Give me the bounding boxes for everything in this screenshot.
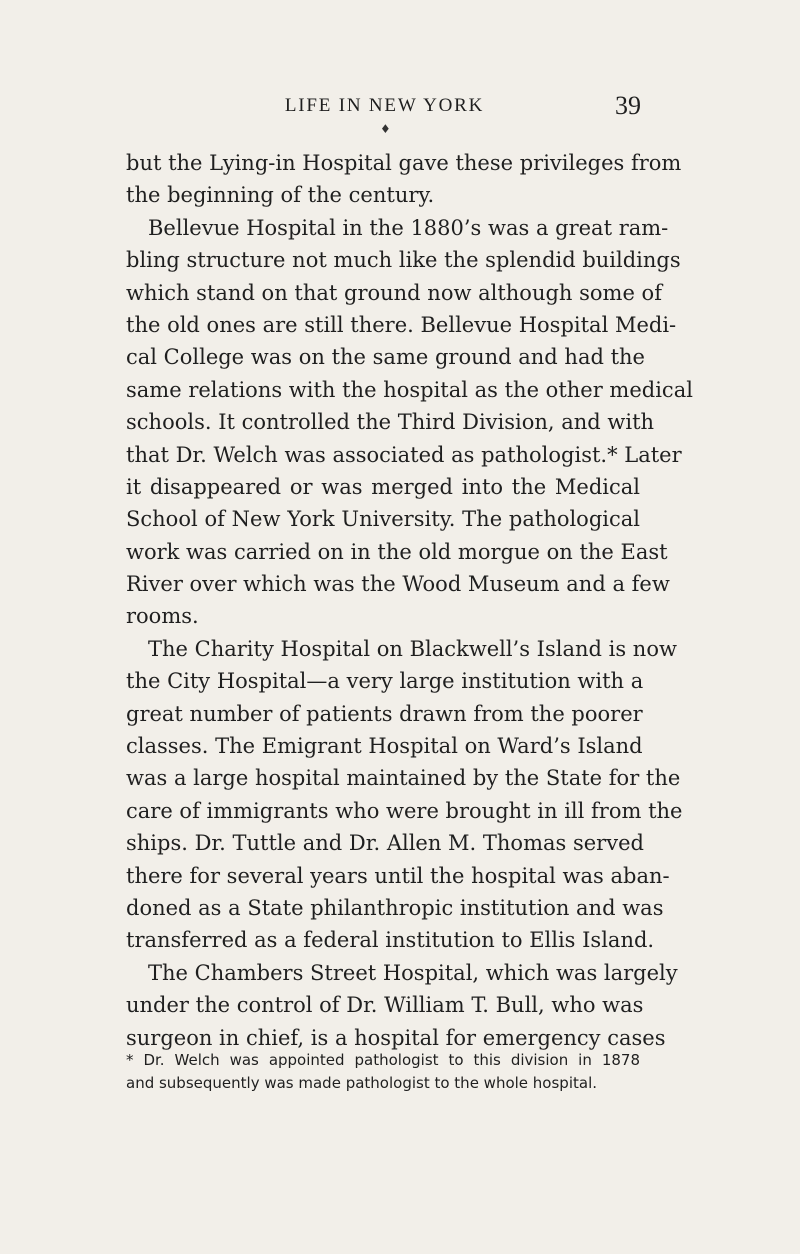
text-line: the beginning of the century. (126, 183, 435, 208)
text-line: it disappeared or was merged into the Medical (126, 474, 640, 499)
text-line: care of immigrants who were brought in ill from the (126, 798, 683, 823)
text-line: was a large hospital maintained by the State for the (126, 766, 681, 791)
text-line: same relations with the hospital as the other medical (126, 377, 693, 402)
text-line: Bellevue Hospital in the 1880’s was a great ram- (148, 215, 669, 240)
text-line: ships. Dr. Tuttle and Dr. Allen M. Thomas served (126, 831, 644, 856)
footnote-line: and subsequently was made pathologist to the whole hospital. (126, 1074, 597, 1092)
text-line: which stand on that ground now although some of (126, 280, 662, 305)
footnote-line: * Dr. Welch was appointed pathologist to this division in 1878 (126, 1051, 640, 1069)
text-line: surgeon in chief, is a hospital for emergency cases (126, 1025, 666, 1050)
text-line: transferred as a federal institution to Ellis Island. (126, 928, 655, 953)
text-line: bling structure not much like the splendid buildings (126, 248, 681, 273)
text-line: the City Hospital—a very large institution with a (126, 669, 644, 694)
text-line: doned as a State philanthropic institution and was (126, 895, 664, 920)
footnote (126, 1049, 640, 1095)
text-line: under the control of Dr. William T. Bull, who was (126, 993, 644, 1018)
text-line: cal College was on the same ground and had the (126, 345, 645, 370)
text-line: rooms. (126, 604, 199, 629)
diamond-ornament-icon: ♦ (380, 122, 391, 136)
text-line: The Charity Hospital on Blackwell’s Island is now (148, 636, 677, 661)
text-line: School of New York University. The pathological (126, 507, 640, 532)
text-line: great number of patients drawn from the poorer (126, 701, 643, 726)
page-number: 39 (615, 91, 641, 120)
text-line: that Dr. Welch was associated as pathologist.* Later (126, 442, 682, 467)
running-title: LIFE IN NEW YORK (284, 95, 485, 116)
text-line: work was carried on in the old morgue on the East (126, 539, 668, 564)
body-text (126, 147, 693, 1054)
text-line: the old ones are still there. Bellevue Hospital Medi- (126, 312, 677, 337)
text-line: classes. The Emigrant Hospital on Ward’s Island (126, 734, 643, 759)
text-line: The Chambers Street Hospital, which was largely (148, 960, 678, 985)
text-line: schools. It controlled the Third Division, and with (126, 410, 655, 435)
text-line: but the Lying-in Hospital gave these privileges from (126, 151, 682, 175)
text-line: there for several years until the hospital was aban- (126, 863, 670, 888)
text-line: River over which was the Wood Museum and a few (126, 572, 670, 597)
